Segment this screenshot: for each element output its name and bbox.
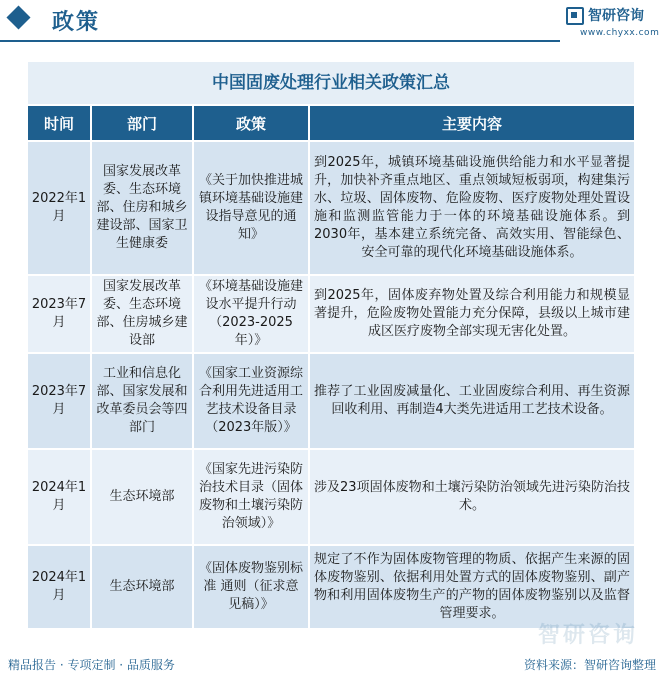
table-row: [28, 140, 634, 274]
column-header-content: 主要内容: [441, 114, 502, 133]
cell-content: 规定了不作为固体废物管理的物质、依据产生来源的固体废物鉴别、依据利用处置方式的固体废物鉴别、副产物和利用固体废物生产的产物的固体废物鉴别以及监督管理要求。: [310, 546, 634, 628]
cell-policy: 《国家先进污染防治技术目录（固体废物和土壤污染防治领域）》: [194, 450, 310, 544]
page-title: 政策: [52, 10, 101, 35]
table-title: 中国固废处理行业相关政策汇总: [28, 62, 634, 106]
column-header-policy: 政策: [194, 106, 310, 140]
cell-content: 推荐了工业固废减量化、工业固废综合利用、再生资源回收利用、再制造4大类先进适用工艺技术设备。: [310, 354, 634, 448]
footer-slogan: 精品报告 · 专项定制 · 品质服务: [8, 658, 175, 672]
cell-content: 到2025年，固体废弃物处置及综合利用能力和规模显著提升，危险废物处置能力充分保障，县级以上城市建成区医疗废物全部实现无害化处置。: [310, 276, 634, 352]
cell-time: 2023年7月: [28, 276, 92, 352]
cell-time: 2024年1月: [28, 546, 92, 628]
cell-department: 国家发展改革委、生态环境部、住房城乡建设部: [92, 276, 194, 352]
cell-policy: 《环境基础设施建设水平提升行动（2023-2025年）》: [194, 276, 310, 352]
footer-source: 资料来源：智研咨询整理: [523, 658, 656, 672]
table-row: [28, 352, 634, 448]
cell-policy: 《国家工业资源综合利用先进适用工艺技术设备目录（2023年版）》: [194, 354, 310, 448]
brand-url: www.chyxx.com: [580, 28, 660, 38]
cell-time: 2022年1月: [28, 142, 92, 274]
page-header: [0, 0, 664, 44]
cell-content: 到2025年，城镇环境基础设施供给能力和水平显著提升，加快补齐重点地区、重点领域短板弱项，构建集污水、垃圾、固体废物、危险废物、医疗废物处理处置设施和监测监管能力于一体的环境基础设施体系。到2030年，基本建立系统完备、高效实用、智能绿色、安全可靠的现代化环境基础设施体系。: [310, 142, 634, 274]
diamond-icon: [6, 5, 30, 29]
table-row: [28, 544, 634, 628]
cell-content: 涉及23项固体废物和土壤污染防治领域先进污染防治技术。: [310, 450, 634, 544]
brand-name: 智研咨询: [588, 8, 644, 24]
column-header-department: 部门: [92, 106, 194, 140]
cell-time: 2024年1月: [28, 450, 92, 544]
table-row: [28, 274, 634, 352]
cell-time: 2023年7月: [28, 354, 92, 448]
cell-department: 生态环境部: [92, 450, 194, 544]
cell-department: 生态环境部: [92, 546, 194, 628]
header-divider: [0, 40, 560, 42]
policy-table: [28, 62, 634, 628]
cell-department: 国家发展改革委、生态环境部、住房和城乡建设部、国家卫生健康委: [92, 142, 194, 274]
cell-policy: 《关于加快推进城镇环境基础设施建设指导意见的通知》: [194, 142, 310, 274]
page-footer: [0, 652, 664, 678]
table-header-row: [28, 106, 634, 140]
watermark-logo: 智研咨询: [538, 623, 639, 648]
table-row: [28, 448, 634, 544]
brand-logo-icon: [566, 7, 584, 25]
cell-department: 工业和信息化部、国家发展和改革委员会等四部门: [92, 354, 194, 448]
column-header-time: 时间: [28, 106, 92, 140]
cell-policy: 《固体废物鉴别标准 通则（征求意见稿）》: [194, 546, 310, 628]
